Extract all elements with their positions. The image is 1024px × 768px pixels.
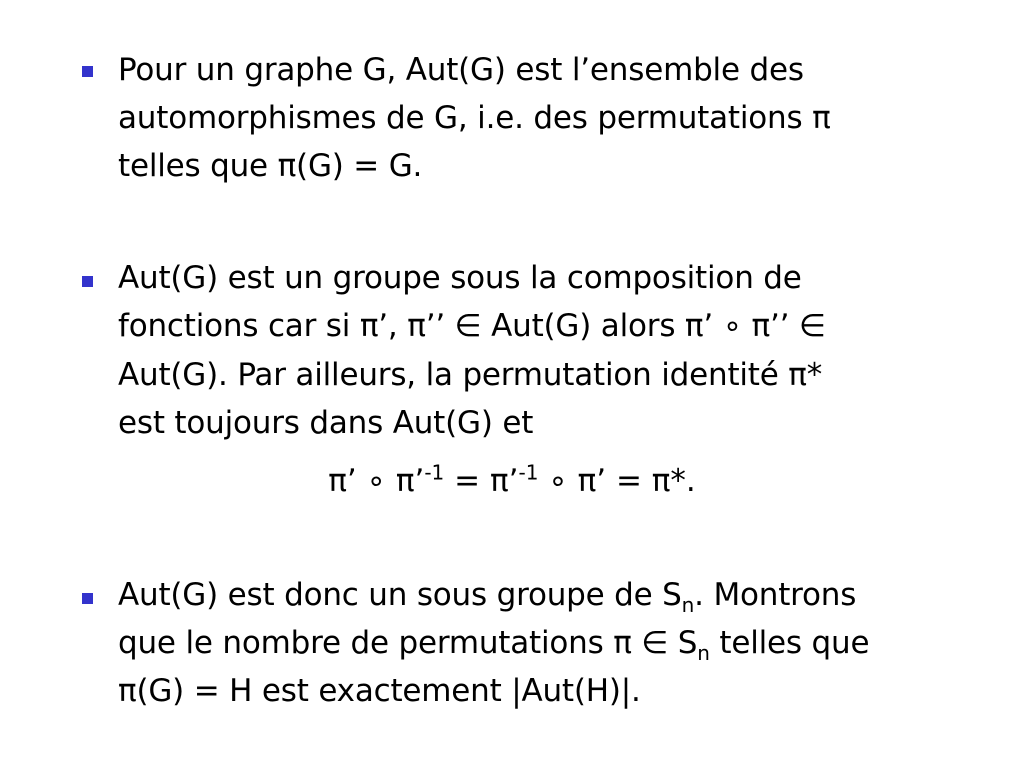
- bullet-3-line-1: [118, 571, 856, 619]
- bullet-2-line-1: Aut(G) est un groupe sous la composition de: [118, 260, 802, 296]
- formula-part-1: π’ ∘ π’: [328, 463, 425, 499]
- bullet-3-line-1-sub: n: [681, 593, 695, 618]
- bullet-2-line-4: est toujours dans Aut(G) et: [118, 405, 534, 441]
- bullet-3-line-2-text-a: que le nombre de permutations π ∈ S: [118, 625, 698, 661]
- formula-part-2: = π’: [444, 463, 519, 499]
- bullet-3-line-3: π(G) = H est exactement |Aut(H)|.: [118, 673, 641, 709]
- bullet-square-icon: [82, 276, 93, 287]
- bullet-1-line-1: Pour un graphe G, Aut(G) est l’ensemble des: [118, 52, 804, 88]
- bullet-1-line-2: automorphismes de G, i.e. des permutations π: [118, 100, 831, 136]
- bullet-3-line-2: [118, 619, 869, 667]
- bullet-3-line-1-text-b: . Montrons: [694, 577, 857, 613]
- formula-line: [0, 457, 1024, 505]
- formula-sup-1: -1: [424, 460, 445, 485]
- bullet-2-line-3: Aut(G). Par ailleurs, la permutation identité π*: [118, 357, 823, 393]
- bullet-square-icon: [82, 593, 93, 604]
- bullet-square-icon: [82, 66, 93, 77]
- bullet-3-line-2-sub: n: [697, 641, 710, 666]
- bullet-3-line-2-text-b: telles que: [709, 625, 870, 661]
- bullet-2-line-2: fonctions car si π’, π’’ ∈ Aut(G) alors π’ ∘ π’’ ∈: [118, 308, 826, 344]
- bullet-1-line-3: telles que π(G) = G.: [118, 148, 423, 184]
- formula-part-3: ∘ π’ = π*.: [538, 463, 696, 499]
- formula-sup-2: -1: [518, 460, 539, 485]
- bullet-3-line-1-text-a: Aut(G) est donc un sous groupe de S: [118, 577, 682, 613]
